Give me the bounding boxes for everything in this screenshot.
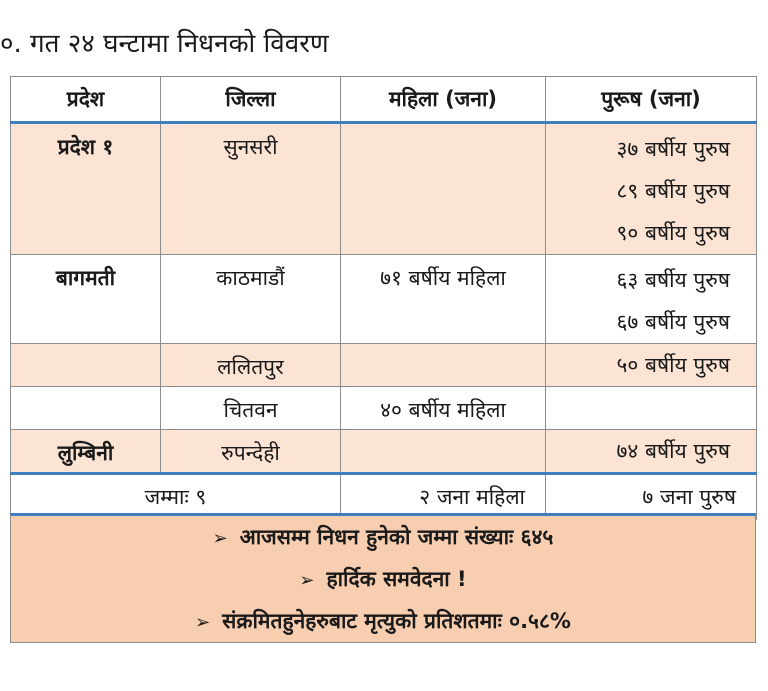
male-entry: ६७ बर्षीय पुरुष xyxy=(616,310,730,334)
summary-line xyxy=(11,600,755,642)
province-cell xyxy=(11,344,161,387)
male-cell xyxy=(546,255,757,344)
arrow-bullet-icon: ➢ xyxy=(212,528,228,549)
district-cell: चितवन xyxy=(161,387,341,430)
district-cell: ललितपुर xyxy=(161,344,341,387)
province-cell xyxy=(11,387,161,430)
header-male: पुरूष (जना) xyxy=(546,77,757,123)
arrow-bullet-icon: ➢ xyxy=(299,570,315,591)
male-entry: ७४ बर्षीय पुरुष xyxy=(616,439,730,463)
total-deaths-text: आजसम्म निधन हुनेको जम्मा संख्याः ६४५ xyxy=(239,525,554,549)
male-cell xyxy=(546,387,757,430)
male-entry: ५० बर्षीय पुरुष xyxy=(616,353,730,377)
province-cell: लुम्बिनी xyxy=(11,430,161,474)
header-district: जिल्ला xyxy=(161,77,341,123)
female-cell xyxy=(341,430,546,474)
table-row xyxy=(11,123,757,255)
death-details-table xyxy=(10,76,757,520)
death-rate-text: संक्रमितहुनेहरुबाट मृत्युको प्रतिशतमाः ०.५८% xyxy=(222,609,571,633)
total-label: जम्माः ९ xyxy=(11,474,341,520)
table-row xyxy=(11,255,757,344)
male-cell xyxy=(546,344,757,387)
male-cell xyxy=(546,123,757,255)
page-title: ०. गत २४ घन्टामा निधनको विवरण xyxy=(0,29,329,59)
total-male: ७ जना पुरुष xyxy=(546,474,757,520)
female-cell xyxy=(341,387,546,430)
table-row xyxy=(11,387,757,430)
table-row xyxy=(11,344,757,387)
male-entry: ६३ बर्षीय पुरुष xyxy=(616,268,730,292)
condolence-text: हार्दिक समवेदना ! xyxy=(326,567,467,591)
female-cell xyxy=(341,255,546,344)
female-entry: ४० बर्षीय महिला xyxy=(380,398,506,422)
header-female: महिला (जना) xyxy=(341,77,546,123)
district-cell: सुनसरी xyxy=(161,123,341,255)
male-cell xyxy=(546,430,757,474)
female-cell xyxy=(341,123,546,255)
summary-box xyxy=(10,513,756,643)
district-cell: काठमाडौं xyxy=(161,255,341,344)
male-entry: ८९ बर्षीय पुरुष xyxy=(616,179,730,203)
arrow-bullet-icon: ➢ xyxy=(195,612,211,633)
male-entry: ३७ बर्षीय पुरुष xyxy=(616,137,730,161)
total-female: २ जना महिला xyxy=(341,474,546,520)
province-cell: प्रदेश १ xyxy=(11,123,161,255)
district-cell: रुपन्देही xyxy=(161,430,341,474)
province-cell: बागमती xyxy=(11,255,161,344)
female-cell xyxy=(341,344,546,387)
table-header-row xyxy=(11,77,757,123)
table-row xyxy=(11,430,757,474)
header-province: प्रदेश xyxy=(11,77,161,123)
summary-line xyxy=(11,558,755,600)
female-entry: ७१ बर्षीय महिला xyxy=(380,266,506,290)
summary-line xyxy=(11,516,755,558)
male-entry: ९० बर्षीय पुरुष xyxy=(616,221,730,245)
